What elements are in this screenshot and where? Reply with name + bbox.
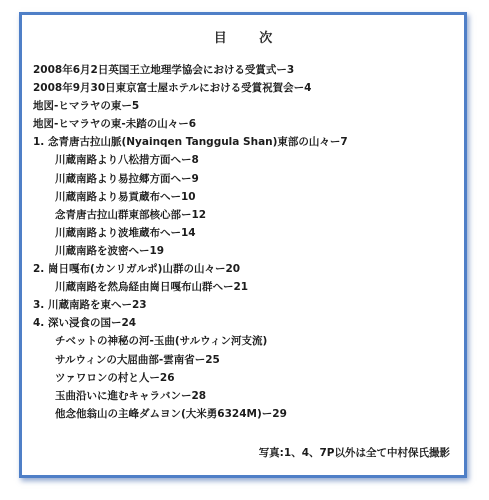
toc-entry: 他念他翁山の主峰ダムヨン(大米勇6324M)ー29 <box>55 407 287 420</box>
toc-entry: 3. 川蔵南路を東へー23 <box>33 299 147 312</box>
toc-entry: 川蔵南路を然烏経由崗日嘎布山群へー21 <box>55 281 249 294</box>
toc-entry: 地図-ヒマラヤの東-未踏の山々ー6 <box>33 118 197 131</box>
toc-entry: 2008年6月2日英国王立地理学協会における受賞式ー3 <box>33 64 295 76</box>
toc-frame <box>19 12 467 478</box>
toc-entry: 川蔵南路より易貢蔵布へー10 <box>55 190 196 203</box>
toc-list <box>33 61 458 423</box>
toc-entry: 2. 崗日嘎布(カンリガルポ)山群の山々ー20 <box>33 263 241 276</box>
toc-entry: 地図-ヒマラヤの東ー5 <box>33 100 140 113</box>
toc-entry: サルウィンの大屈曲部-雲南省ー25 <box>55 353 220 366</box>
toc-entry: 玉曲沿いに進むキャラバンー28 <box>55 389 207 402</box>
toc-entry: 川蔵南路より易拉郷方面へー9 <box>55 172 199 185</box>
page-title: 目 次 <box>213 31 287 46</box>
toc-entry: 川蔵南路より波堆蔵布へー14 <box>55 226 196 239</box>
toc-entry: 川蔵南路より八松措方面へー8 <box>55 154 199 167</box>
toc-entry: 2008年9月30日東京富士屋ホテルにおける受賞祝賀会ー4 <box>33 82 312 95</box>
toc-entry: 1. 念青唐古拉山脈(Nyainqen Tanggula Shan)東部の山々ー7 <box>33 136 348 149</box>
toc-entry: ツァワロンの村と人ー26 <box>55 371 175 384</box>
toc-entry: 川蔵南路を波密へー19 <box>55 244 165 257</box>
toc-entry: 4. 深い浸食の国ー24 <box>33 317 137 330</box>
toc-entry: 念青唐古拉山群東部核心部ー12 <box>55 208 207 221</box>
photo-credit: 写真:1、4、7P以外は全て中村保氏撮影 <box>258 447 450 459</box>
toc-entry: チベットの神秘の河-玉曲(サルウィン河支流) <box>55 335 268 348</box>
